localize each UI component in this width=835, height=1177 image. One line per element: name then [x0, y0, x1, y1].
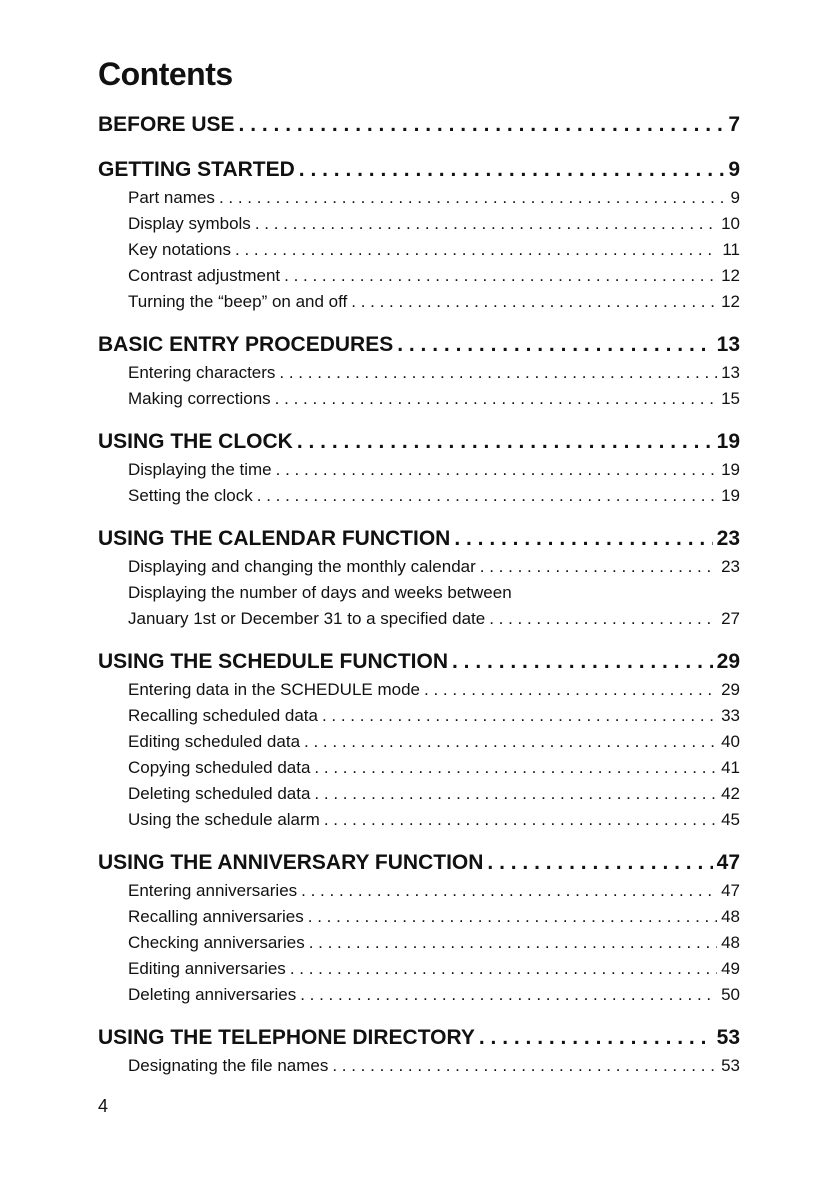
toc-item-page: 49	[721, 959, 740, 978]
toc-heading-label: USING THE CALENDAR FUNCTION	[98, 527, 451, 550]
toc-item-row[interactable]	[98, 386, 740, 412]
dot-leader	[276, 457, 717, 483]
toc-heading-label: USING THE CLOCK	[98, 430, 293, 453]
toc-item-page: 50	[721, 985, 740, 1004]
toc-item-row[interactable]	[98, 457, 740, 483]
toc-item-label: Key notations	[128, 240, 232, 259]
dot-leader	[297, 427, 713, 457]
toc-item-label: Deleting scheduled data	[128, 784, 311, 803]
toc-item-row[interactable]	[98, 185, 740, 211]
toc-heading-page: 53	[716, 1026, 740, 1049]
toc-item-row[interactable]	[98, 703, 740, 729]
toc-heading-row[interactable]	[98, 647, 740, 677]
toc-item-row[interactable]	[98, 289, 740, 315]
toc-item-page: 33	[721, 706, 740, 725]
toc-section	[98, 647, 740, 833]
toc-item-label: Editing scheduled data	[128, 732, 301, 751]
toc-heading-label: BASIC ENTRY PROCEDURES	[98, 333, 394, 356]
page-number: 4	[98, 1096, 109, 1116]
toc-heading-page: 7	[728, 113, 740, 136]
toc-item-label: January 1st or December 31 to a specified date	[128, 609, 486, 628]
toc-item-row[interactable]	[98, 956, 740, 982]
toc-heading-label: USING THE TELEPHONE DIRECTORY	[98, 1026, 475, 1049]
toc-item-page: 47	[721, 881, 740, 900]
table-of-contents	[98, 110, 740, 1094]
toc-item-label: Setting the clock	[128, 486, 253, 505]
toc-heading-row[interactable]	[98, 155, 740, 185]
page-title: Contents	[98, 56, 233, 92]
toc-item-page: 41	[721, 758, 740, 777]
toc-item-row[interactable]	[98, 677, 740, 703]
toc-item-page: 12	[721, 266, 740, 285]
toc-item-row[interactable]	[98, 263, 740, 289]
dot-leader	[324, 807, 717, 833]
toc-item-label: Checking anniversaries	[128, 933, 305, 952]
dot-leader	[304, 729, 717, 755]
dot-leader	[351, 289, 717, 315]
dot-leader	[300, 982, 717, 1008]
toc-heading-label: USING THE ANNIVERSARY FUNCTION	[98, 851, 484, 874]
dot-leader	[314, 781, 717, 807]
toc-heading-page: 13	[716, 333, 740, 356]
toc-item-row[interactable]	[98, 904, 740, 930]
toc-item-row[interactable]	[98, 878, 740, 904]
toc-item-page: 45	[721, 810, 740, 829]
toc-item-page: 23	[721, 557, 740, 576]
toc-heading-row[interactable]	[98, 427, 740, 457]
toc-item-label: Copying scheduled data	[128, 758, 311, 777]
toc-item-page: 53	[721, 1056, 740, 1075]
toc-item-label: Designating the file names	[128, 1056, 329, 1075]
toc-item-page: 19	[721, 486, 740, 505]
dot-leader	[219, 185, 727, 211]
toc-heading-label: GETTING STARTED	[98, 158, 295, 181]
dot-leader	[275, 386, 717, 412]
toc-item-page: 19	[721, 460, 740, 479]
toc-item-page: 40	[721, 732, 740, 751]
toc-item-label: Contrast adjustment	[128, 266, 281, 285]
toc-item-page: 48	[721, 933, 740, 952]
toc-heading-page: 29	[716, 650, 740, 673]
toc-item-page: 9	[730, 188, 740, 207]
toc-heading-page: 9	[728, 158, 740, 181]
toc-heading-label: USING THE SCHEDULE FUNCTION	[98, 650, 449, 673]
dot-leader	[239, 110, 725, 140]
toc-item-row[interactable]	[98, 237, 740, 263]
toc-item-label: Making corrections	[128, 389, 271, 408]
toc-item-row[interactable]	[98, 755, 740, 781]
toc-item-page: 11	[722, 240, 740, 259]
toc-section	[98, 427, 740, 509]
dot-leader	[332, 1053, 717, 1079]
dot-leader	[452, 647, 713, 677]
toc-item-label: Entering data in the SCHEDULE mode	[128, 680, 420, 699]
toc-item-label: Displaying and changing the monthly calendar	[128, 557, 476, 576]
toc-item-row[interactable]	[98, 982, 740, 1008]
toc-item-page: 10	[721, 214, 740, 233]
toc-item-page: 12	[721, 292, 740, 311]
dot-leader	[309, 930, 717, 956]
toc-item-page: 15	[721, 389, 740, 408]
toc-heading-row[interactable]	[98, 110, 740, 140]
toc-item-label: Recalling anniversaries	[128, 907, 304, 926]
toc-item-row[interactable]	[98, 729, 740, 755]
toc-item-page: 27	[721, 609, 740, 628]
toc-section	[98, 110, 740, 140]
toc-item-page: 13	[721, 363, 740, 382]
dot-leader	[314, 755, 717, 781]
toc-item-page: 42	[721, 784, 740, 803]
toc-heading-row[interactable]	[98, 330, 740, 360]
dot-leader	[479, 1023, 713, 1053]
toc-section	[98, 524, 740, 632]
toc-item-row[interactable]	[98, 606, 740, 632]
toc-heading-row[interactable]	[98, 1023, 740, 1053]
toc-item-row[interactable]	[98, 360, 740, 386]
toc-item-label: Entering anniversaries	[128, 881, 298, 900]
toc-item-label: Using the schedule alarm	[128, 810, 320, 829]
dot-leader	[322, 703, 717, 729]
toc-heading-page: 47	[716, 851, 740, 874]
toc-item-label: Recalling scheduled data	[128, 706, 318, 725]
toc-item-label: Entering characters	[128, 363, 276, 382]
toc-item-label: Part names	[128, 188, 215, 207]
dot-leader	[290, 956, 717, 982]
toc-section	[98, 848, 740, 1008]
toc-section	[98, 155, 740, 315]
toc-item-row[interactable]	[98, 781, 740, 807]
dot-leader	[480, 554, 717, 580]
dot-leader	[301, 878, 717, 904]
dot-leader	[255, 211, 717, 237]
dot-leader	[235, 237, 718, 263]
toc-heading-page: 23	[716, 527, 740, 550]
toc-item-line: Displaying the number of days and weeks between	[128, 583, 512, 602]
toc-item-page: 48	[721, 907, 740, 926]
toc-item-row[interactable]	[98, 554, 740, 580]
toc-item-label: Displaying the time	[128, 460, 272, 479]
toc-item-row[interactable]	[98, 483, 740, 509]
dot-leader	[424, 677, 717, 703]
toc-heading-row[interactable]	[98, 524, 740, 554]
toc-heading-page: 19	[716, 430, 740, 453]
dot-leader	[489, 606, 717, 632]
dot-leader	[308, 904, 717, 930]
dot-leader	[257, 483, 717, 509]
toc-item-label: Editing anniversaries	[128, 959, 286, 978]
dot-leader	[299, 155, 725, 185]
dot-leader	[397, 330, 712, 360]
toc-item-row[interactable]	[98, 930, 740, 956]
toc-item-label: Deleting anniversaries	[128, 985, 297, 1004]
toc-section	[98, 1023, 740, 1079]
dot-leader	[454, 524, 712, 554]
toc-section	[98, 330, 740, 412]
dot-leader	[284, 263, 717, 289]
toc-item-row[interactable]	[98, 211, 740, 237]
toc-item-label: Turning the “beep” on and off	[128, 292, 348, 311]
dot-leader	[279, 360, 717, 386]
toc-item-label: Display symbols	[128, 214, 251, 233]
toc-item-row[interactable]	[98, 807, 740, 833]
toc-item-row[interactable]	[98, 1053, 740, 1079]
toc-heading-label: BEFORE USE	[98, 113, 235, 136]
toc-heading-row[interactable]	[98, 848, 740, 878]
dot-leader	[487, 848, 712, 878]
toc-item-page: 29	[721, 680, 740, 699]
